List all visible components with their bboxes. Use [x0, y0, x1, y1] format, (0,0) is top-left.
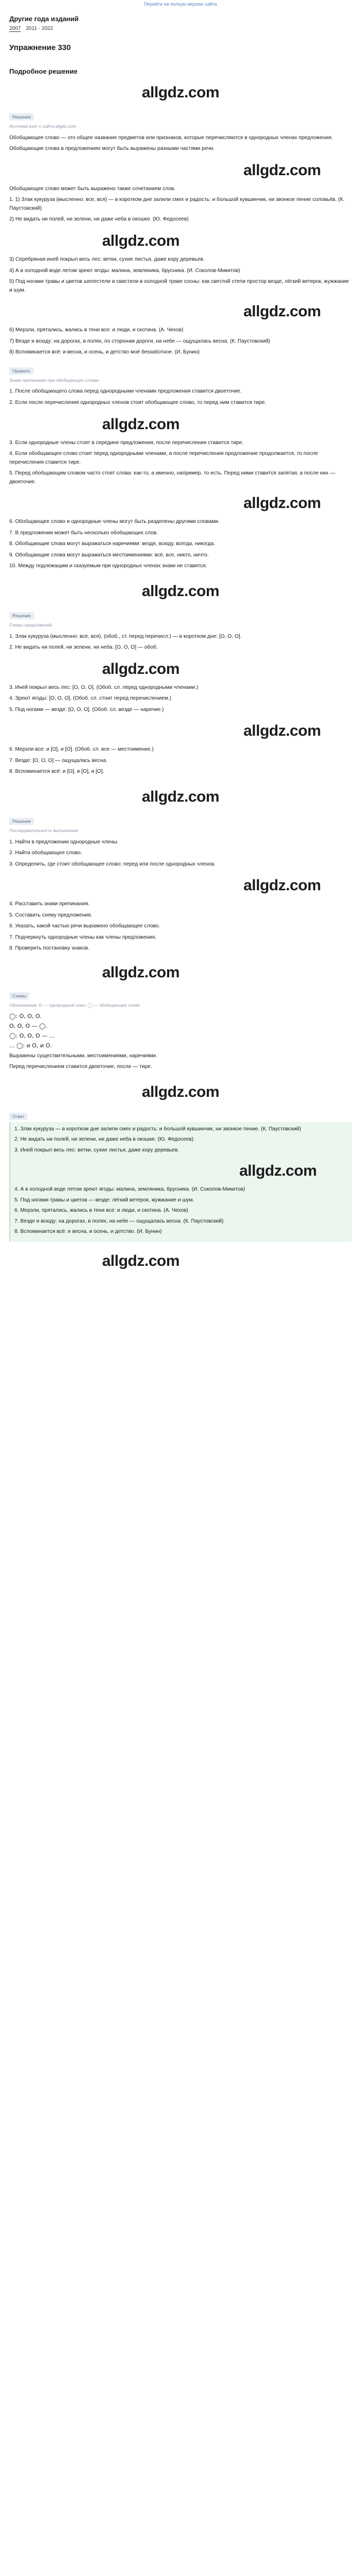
paragraph: 4. Расставить знаки препинания.	[9, 901, 90, 907]
schema-line: О, О, О — ◯.	[9, 1022, 47, 1029]
paragraph: 10. Между подлежащим и сказуемым при однородных членах знаки не ставятся.	[9, 563, 207, 569]
rule-block	[9, 387, 352, 570]
paragraph: 4. Зреют ягоды: [О, О, О]. (Обоб. сл. стоит перед перечислением.)	[9, 696, 172, 702]
paragraph: 7. В предложении может быть несколько обобщающих слов.	[9, 530, 158, 536]
schema-line: ◯: О, О, О.	[9, 1012, 42, 1020]
schema-block	[9, 633, 352, 776]
paragraph: 1. 1) Злак кукуруза (мысленно: все, вся) — в коротком дне залили смех и радость: и большой кувшинчик, ни звонкое пение соловьёв. (К. Паустовский)	[9, 197, 344, 211]
paragraph: 6. Указать, какой частью речи выражено обобщающее слово.	[9, 923, 160, 929]
solution-heading: Подробное решение	[9, 67, 78, 75]
paragraph: 7) Везде и всюду: на дорогах, в полях, по сторонам дороги, на небе — ощущалась весна. (К. Паустовский)	[9, 338, 270, 344]
paragraph: 2) Не видать ни полей, ни зелени, ни даже неба в окошке. (Ю. Федосеев)	[9, 216, 189, 223]
paragraph: 1. Злак кукуруза (мысленно: все, вся), (обоб., ст. перед перечисл.) — в коротком дне: [О, О, О].	[9, 633, 242, 639]
watermark: allgdz.com	[141, 1083, 220, 1100]
watermark: allgdz.com	[141, 582, 220, 600]
paragraph: 2. Не видать ни полей, ни зелени, ни неба: [О, О, О] — обоб.	[9, 645, 158, 651]
paragraph: 8) Вспоминается всё: и весна, и осень, и детство моё беззаботное. (И. Бунин)	[9, 349, 200, 355]
source-note: Источник взят с сайта allgdz.com	[9, 124, 76, 129]
years-list	[9, 26, 352, 32]
watermark: allgdz.com	[243, 303, 321, 320]
paragraph: 5) Под ногами травы и цветов шелестели и свистели в холодной траве сосны: как светлой степи простор везде, лёгкий ветерок, жужжание и шум.	[9, 279, 349, 293]
years-title: Другие года изданий	[9, 15, 79, 23]
paragraph: 3. Иней покрыл весь лес: [О, О, О]. (Обоб. сл. перед однородными членами.)	[9, 684, 199, 690]
paragraph: 2. Если после перечисления однородных членов стоит обобщающее слово, то перед ним ставится тире.	[9, 400, 267, 405]
year-tab-1[interactable]: 2011 - 2022	[26, 26, 53, 31]
paragraph: 3) Серебряная иней покрыл весь лес: ветки, сухие листья, даже кору деревьев.	[9, 256, 205, 262]
watermark: allgdz.com	[239, 1162, 317, 1180]
watermark: allgdz.com	[243, 877, 321, 894]
watermark: allgdz.com	[102, 232, 180, 249]
paragraph: 6. Мерзли, прятались, жались в тени все: и люди, и скотина. (А. Чехов)	[14, 1208, 188, 1214]
schemas-desc: Обозначения: О — однородный член, ◯ — обобщающее слово	[9, 1002, 140, 1008]
paragraph: Перед перечислением ставится двоеточие, после — тире.	[9, 1064, 152, 1070]
rule-desc: Знаки препинания при обобщающих словах	[9, 377, 100, 383]
paragraph: 8. Вспоминается всё: и [О], и [О], и [О].	[9, 769, 104, 775]
paragraph: 5. Под ногами травы и цветов — везде: лёгкий ветерок, жужжание и шум.	[14, 1197, 194, 1203]
solution-chip: Решение	[9, 113, 34, 121]
schema-chip: Решение	[9, 612, 34, 619]
watermark: allgdz.com	[243, 722, 321, 740]
paragraph: 3. Определить, где стоит обобщающее слово: перед или после однородных членов.	[9, 861, 216, 867]
schema-line: ◯: О, О, О — ...	[9, 1032, 55, 1039]
watermark: allgdz.com	[102, 1252, 180, 1269]
paragraph: 5. Под ногами — везде: [О, О, О]. (Обоб. сл. везде — наречие.)	[9, 706, 164, 713]
paragraph: Обобщающие слова в предложениях могут быть выражены разными частями речи.	[9, 146, 215, 152]
paragraph: 4. А в холодной воде летом зреют ягоды: малина, земляника, брусника. (И. Соколов-Микитов)	[14, 1187, 245, 1193]
year-tab-0[interactable]: 2007	[9, 26, 21, 31]
schema-line: ... ◯: и О, и О.	[9, 1042, 52, 1049]
answer-chip: Ответ	[9, 1113, 27, 1120]
paragraph: 3. Иней покрыл весь лес: ветки, сухие листья, даже кору деревьев.	[14, 1147, 179, 1153]
paragraph: 5. Составить схему предложения.	[9, 912, 92, 918]
paragraph: 1. После обобщающего слова перед однородными членами предложения ставится двоеточие.	[9, 388, 242, 395]
answer-block	[9, 1122, 352, 1242]
paragraph: 9. Обобщающие слова могут выражаться местоимениями: всё, все, никто, ничто.	[9, 552, 209, 558]
watermark: allgdz.com	[102, 660, 180, 677]
steps-block	[9, 838, 352, 953]
header	[0, 10, 361, 52]
paragraph: Обобщающее слово — это общее название предметов или признаков, которые перечисляются в однородных членах предложения.	[9, 134, 333, 141]
paragraph: Обобщающее слово может быть выражено также сочетанием слов.	[9, 185, 176, 192]
watermark: allgdz.com	[243, 495, 321, 512]
steps-chip: Решение	[9, 818, 34, 825]
schemas-chip: Схемы	[9, 992, 29, 999]
watermark: allgdz.com	[243, 161, 321, 179]
paragraph: 4. Если обобщающее слово стоит перед однородными членами, а после перечисления предложение продолжается, то после перечисления ставится тире.	[9, 451, 318, 465]
paragraph: 8. Проверить постановку знаков.	[9, 945, 90, 952]
steps-desc: Последовательность выполнения	[9, 827, 78, 833]
watermark: allgdz.com	[141, 788, 220, 805]
watermark: allgdz.com	[141, 84, 220, 101]
paragraph: 6. Мерзли все: и [О], и [О]. (Обоб. сл. все — местоимение.)	[9, 747, 154, 753]
schema-desc: Схемы предложений	[9, 622, 52, 628]
paragraph: 8. Вспоминается всё: и весна, и осень, и детство. (И. Бунин)	[14, 1229, 162, 1235]
paragraph: 8. Обобщающие слова могут выражаться наречиями: везде, всюду, всегда, никогда.	[9, 541, 216, 547]
paragraph: 4) А в холодной воде летом зреют ягоды: малина, земляника, брусника. (И. Соколов-Микитов)	[9, 267, 240, 274]
paragraph: 3. Если однородные члены стоят в середине предложения, после перечисления ставится тире.	[9, 439, 243, 446]
paragraph: 6) Мерзли, прятались, жались в тени все: и люди, и скотина. (А. Чехов)	[9, 327, 184, 333]
full-version-link[interactable]: Перейти на полную версию сайта	[144, 2, 217, 7]
paragraph: 1. Злак кукуруза — в коротком дне залили смех и радость: и большой кувшинчик, ни звонкое пение. (К. Паустовский)	[14, 1126, 301, 1132]
paragraph: 6. Обобщающее слово и однородные члены могут быть разделены другими словами.	[9, 519, 220, 525]
paragraph: 7. Подчеркнуть однородные члены как члены предложения.	[9, 934, 157, 940]
paragraph: 7. Везде: [О, О, О] — ощущалась весна.	[9, 757, 108, 764]
paragraph: 2. Не видать ни полей, ни зелени, ни даже неба в окошке. (Ю. Федосеев)	[14, 1137, 194, 1143]
paragraph: 2. Найти обобщающее слово.	[9, 850, 82, 856]
paragraph: 5. Перед обобщающим словом часто стоят слова: как-то, а именно, например, то есть. Перед ними ставится запятая, а после них — двоеточие.	[9, 470, 335, 485]
paragraph: 1. Найти в предложении однородные члены.	[9, 839, 119, 845]
watermark: allgdz.com	[102, 963, 180, 981]
watermark: allgdz.com	[102, 415, 180, 433]
paragraph: Выражены существительными, местоимениями, наречиями.	[9, 1053, 157, 1059]
rule-chip: Правило	[9, 367, 34, 375]
content	[0, 67, 361, 1276]
topbar	[0, 0, 361, 10]
answer-block-a	[9, 134, 352, 357]
schemas-list	[9, 1013, 352, 1072]
paragraph: 7. Везде и всюду: на дорогах, в полях, на небе — ощущалась весна. (К. Паустовский)	[14, 1218, 224, 1224]
exercise-title: Упражнение 330	[9, 43, 71, 52]
